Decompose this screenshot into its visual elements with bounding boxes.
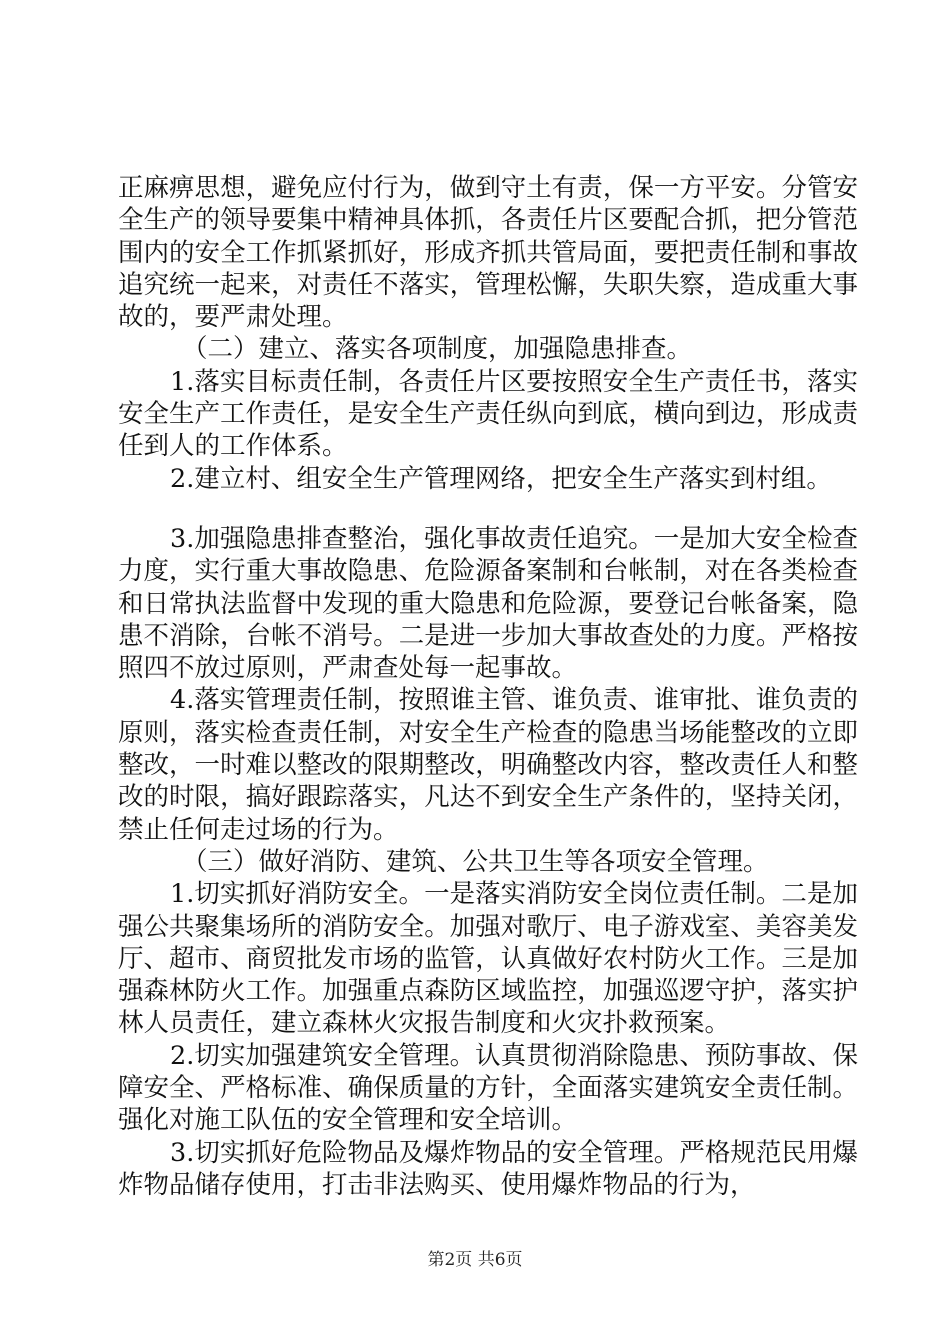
list-item-2-3: 3.加强隐患排查整治，强化事故责任追究。一是加大安全检查力度，实行重大事故隐患、危险源备案制和台帐制，对在各类检查和日常执法监督中发现的重大隐患和危险源，要登记台帐备案，隐患不消除，台帐不消号。二是进一步加大事故查处的力度。严格按照四不放过原则，严肃查处每一起事故。 bbox=[118, 523, 858, 684]
paragraph-continuation: 正麻痹思想，避免应付行为，做到守土有责，保一方平安。分管安全生产的领导要集中精神具体抓，各责任片区要配合抓，把分管范围内的安全工作抓紧抓好，形成齐抓共管局面，要把责任制和事故追究统一起来，对责任不落实，管理松懈，失职失察，造成重大事故的，要严肃处理。 bbox=[118, 173, 858, 333]
list-item-3-2: 2.切实加强建筑安全管理。认真贯彻消除隐患、预防事故、保障安全、严格标准、确保质量的方针，全面落实建筑安全责任制。强化对施工队伍的安全管理和安全培训。 bbox=[118, 1040, 858, 1136]
list-item-2-1: 1.落实目标责任制，各责任片区要按照安全生产责任书，落实安全生产工作责任，是安全生产责任纵向到底，横向到边，形成责任到人的工作体系。 bbox=[118, 366, 858, 462]
document-body bbox=[118, 172, 858, 1201]
list-item-3-1: 1.切实抓好消防安全。一是落实消防安全岗位责任制。二是加强公共聚集场所的消防安全。加强对歌厅、电子游戏室、美容美发厅、超市、商贸批发市场的监管，认真做好农村防火工作。三是加强森林防火工作。加强重点森防区域监控，加强巡逻守护，落实护林人员责任，建立森林火灾报告制度和火灾扑救预案。 bbox=[118, 879, 858, 1039]
section-heading-3: （三）做好消防、建筑、公共卫生等各项安全管理。 bbox=[182, 846, 769, 877]
page-number-footer: 第2页 共6页 bbox=[427, 1250, 523, 1270]
list-item-3-3: 3.切实抓好危险物品及爆炸物品的安全管理。严格规范民用爆炸物品储存使用，打击非法购买、使用爆炸物品的行为， bbox=[118, 1137, 858, 1200]
list-item-2-4: 4.落实管理责任制，按照谁主管、谁负责、谁审批、谁负责的原则，落实检查责任制，对安全生产检查的隐患当场能整改的立即整改，一时难以整改的限期整改，明确整改内容，整改责任人和整改的时限，搞好跟踪落实，凡达不到安全生产条件的，坚持关闭，禁止任何走过场的行为。 bbox=[118, 685, 858, 845]
list-item-2-2: 2.建立村、组安全生产管理网络，把安全生产落实到村组。 bbox=[170, 463, 832, 494]
section-heading-2: （二）建立、落实各项制度，加强隐患排查。 bbox=[182, 334, 693, 365]
